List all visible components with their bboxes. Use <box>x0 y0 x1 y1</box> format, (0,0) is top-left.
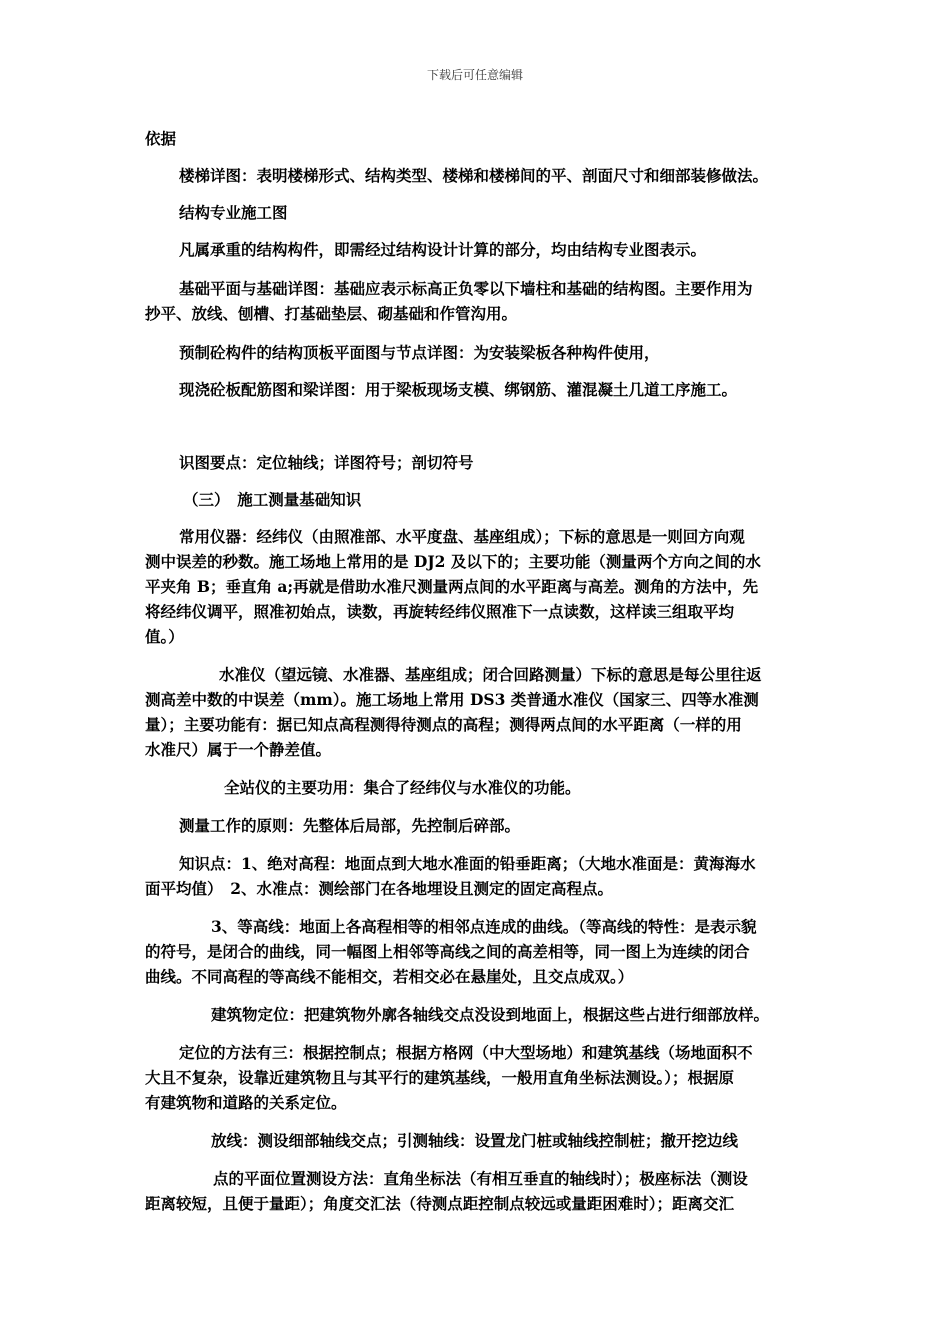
contour-paragraph <box>145 914 808 989</box>
text-line: 点的平面位置测设方法：直角坐标法（有相互垂直的轴线时）；极座标法（测设 <box>213 1169 748 1188</box>
text-line: 基础平面与基础详图：基础应表示标高正负零以下墙柱和基础的结构图。主要作用为 <box>179 279 753 298</box>
foundation-paragraph <box>145 276 808 326</box>
text-line: 测中误差的秒数。施工场地上常用的是 DJ2 及以下的；主要功能（测量两个方向之间的水 <box>145 552 761 571</box>
text-line: 将经纬仪调平，照准初始点，读数，再旋转经纬仪照准下一点读数，这样读三组取平均 <box>145 602 735 621</box>
text-line: 曲线。不同高程的等高线不能相交，若相交必在悬崖处，且交点成双。） <box>145 967 634 986</box>
page-header: 下载后可任意编辑 <box>426 68 523 82</box>
text-line: 抄平、放线、刨槽、打基础垫层、砌基础和作管沟用。 <box>145 304 518 323</box>
text-line: 面平均值） 2、水准点：测绘部门在各地埋设且测定的固定高程点。 <box>145 879 614 898</box>
precast-paragraph: 预制砼构件的结构顶板平面图与节点详图：为安装梁板各种构件使用， <box>179 343 660 362</box>
structure-drawings-heading: 结构专业施工图 <box>179 203 288 222</box>
document-body <box>145 126 808 1216</box>
text-line: 量）；主要功能有：据已知点高程测得待测点的高程；测得两点间的水平距离（一样的用 <box>145 715 742 734</box>
survey-principle-paragraph: 测量工作的原则：先整体后局部，先控制后碎部。 <box>179 816 521 835</box>
theodolite-paragraph <box>145 524 808 649</box>
layout-paragraph: 放线：测设细部轴线交点；引测轴线：设置龙门桩或轴线控制桩；撤开挖边线 <box>211 1131 739 1150</box>
text-line: 水准尺）属于一个静差值。 <box>145 740 332 759</box>
positioning-methods-paragraph <box>145 1040 808 1115</box>
text-line: 的符号，是闭合的曲线，同一幅图上相邻等高线之间的高差相等，同一图上为连续的闭合 <box>145 942 750 961</box>
text-line: 3、等高线：地面上各高程相等的相邻点连成的曲线。（等高线的特性：是表示貌 <box>211 917 757 936</box>
text-line: 大且不复杂，设靠近建筑物且与其平行的建筑基线，一般用直角坐标法测设。）；根据原 <box>145 1068 735 1087</box>
basis-heading: 依据 <box>145 129 177 148</box>
reading-points-paragraph: 识图要点：定位轴线；详图符号；剖切符号 <box>179 453 474 472</box>
text-line: 知识点：1、绝对高程：地面点到大地水准面的铅垂距离；（大地水准面是：黄海海水 <box>179 854 756 873</box>
text-line: 定位的方法有三：根据控制点；根据方格网（中大型场地）和建筑基线（场地面积不 <box>179 1043 753 1062</box>
text-line: 水准仪（望远镜、水准器、基座组成；闭合回路测量）下标的意思是每公里往返 <box>219 665 762 684</box>
total-station-paragraph: 全站仪的主要功用：集合了经纬仪与水准仪的功能。 <box>224 778 581 797</box>
section-three-heading: （三） 施工测量基础知识 <box>183 490 362 509</box>
cast-in-place-paragraph: 现浇砼板配筋图和梁详图：用于梁板现场支模、绑钢筋、灌混凝土几道工序施工。 <box>179 380 738 399</box>
text-line: 测高差中数的中误差（mm）。施工场地上常用 DS3 类普通水准仪（国家三、四等水准测 <box>145 690 759 709</box>
building-positioning-paragraph: 建筑物定位：把建筑物外廓各轴线交点没设到地面上，根据这些占进行细部放样。 <box>211 1005 770 1024</box>
text-line: 平夹角 B；垂直角 a;再就是借助水准尺测量两点间的水平距离与高差。测角的方法中，先 <box>145 577 759 596</box>
load-bearing-paragraph: 凡属承重的结构构件，即需经过结构设计计算的部分，均由结构专业图表示。 <box>179 240 707 259</box>
text-line: 值。） <box>145 627 184 646</box>
plane-position-paragraph <box>145 1166 808 1216</box>
text-line: 距离较短，且便于量距）；角度交汇法（待测点距控制点较远或量距困难时）；距离交汇 <box>145 1194 735 1213</box>
text-line: 常用仪器：经纬仪（由照准部、水平度盘、基座组成）；下标的意思是一则回方向观 <box>179 527 745 546</box>
level-paragraph <box>145 662 808 762</box>
text-line: 有建筑物和道路的关系定位。 <box>145 1093 347 1112</box>
stair-detail-paragraph: 楼梯详图：表明楼梯形式、结构类型、楼梯和楼梯间的平、剖面尺寸和细部装修做法。 <box>179 166 769 185</box>
knowledge-points-paragraph <box>145 851 808 901</box>
